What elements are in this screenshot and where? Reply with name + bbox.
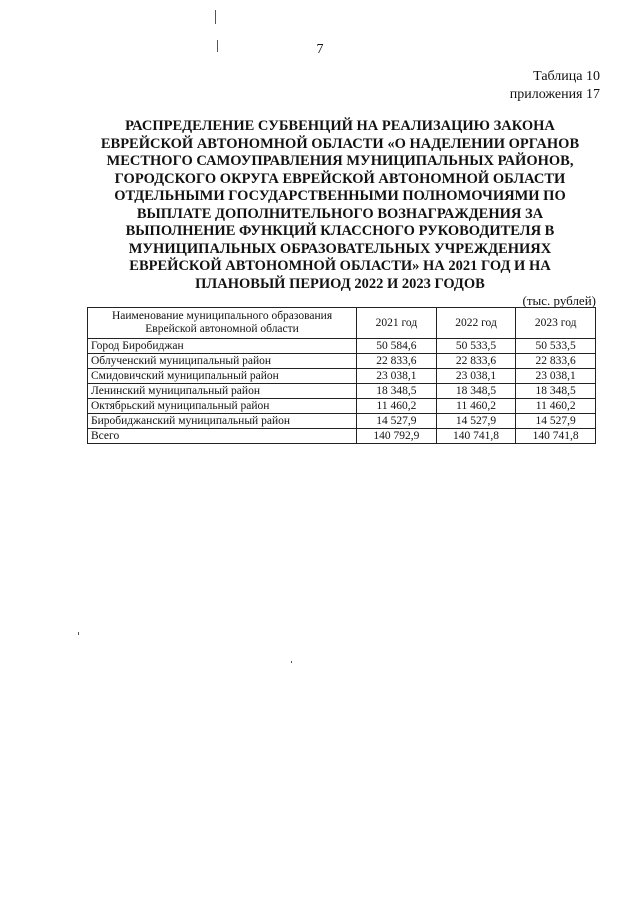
total-2021-value: 140 792,9 <box>357 429 437 444</box>
subventions-table <box>87 307 596 444</box>
header-2023: 2023 год <box>516 308 596 339</box>
table-reference-line1: Таблица 10 <box>533 69 600 84</box>
total-label: Всего <box>88 429 357 444</box>
row-name: Октябрьский муниципальный район <box>88 399 357 414</box>
row-2021-value: 18 348,5 <box>357 384 437 399</box>
units-note: (тыс. рублей) <box>522 293 596 308</box>
table-row <box>88 399 596 414</box>
row-2023-value: 18 348,5 <box>516 384 596 399</box>
scan-mark <box>78 632 79 635</box>
header-2022: 2022 год <box>436 308 516 339</box>
row-2022-value: 14 527,9 <box>436 414 516 429</box>
table-row <box>88 384 596 399</box>
row-name: Ленинский муниципальный район <box>88 384 357 399</box>
table-row <box>88 414 596 429</box>
row-2023-value: 14 527,9 <box>516 414 596 429</box>
row-name: Смидовичский муниципальный район <box>88 369 357 384</box>
total-2023-value: 140 741,8 <box>516 429 596 444</box>
document-title: РАСПРЕДЕЛЕНИЕ СУБВЕНЦИЙ НА РЕАЛИЗАЦИЮ ЗАКОНА ЕВРЕЙСКОЙ АВТОНОМНОЙ ОБЛАСТИ «О НАДЕЛЕНИИ ОРГАНОВ МЕСТНОГО САМОУПРАВЛЕНИЯ МУНИЦИПАЛЬНЫХ РАЙОНОВ, ГОРОДСКОГО ОКРУГА ЕВРЕЙСКОЙ АВТОНОМНОЙ ОБЛАСТИ ОТДЕЛЬНЫМИ ГОСУДАРСТВЕННЫМИ ПОЛНОМОЧИЯМИ ПО ВЫПЛАТЕ ДОПОЛНИТЕЛЬНОГО ВОЗНАГРАЖДЕНИЯ ЗА ВЫПОЛНЕНИЕ ФУНКЦИЙ КЛАССНОГО РУКОВОДИТЕЛЯ В МУНИЦИПАЛЬНЫХ ОБРАЗОВАТЕЛЬНЫХ УЧРЕЖДЕНИЯХ ЕВРЕЙСКОЙ АВТОНОМНОЙ ОБЛАСТИ» НА 2021 ГОД И НА ПЛАНОВЫЙ ПЕРИОД 2022 И 2023 ГОДОВ <box>100 118 580 292</box>
header-2021: 2021 год <box>357 308 437 339</box>
row-2022-value: 18 348,5 <box>436 384 516 399</box>
row-name: Город Биробиджан <box>88 339 357 354</box>
row-2023-value: 11 460,2 <box>516 399 596 414</box>
scan-mark <box>215 10 216 24</box>
table-total-row <box>88 429 596 444</box>
table-reference <box>510 68 600 104</box>
total-2022-value: 140 741,8 <box>436 429 516 444</box>
table-row <box>88 354 596 369</box>
table-header-row <box>88 308 596 339</box>
row-2021-value: 23 038,1 <box>357 369 437 384</box>
row-2023-value: 23 038,1 <box>516 369 596 384</box>
row-name: Облученский муниципальный район <box>88 354 357 369</box>
header-municipality-line2: Еврейской автономной области <box>145 323 299 335</box>
row-2022-value: 23 038,1 <box>436 369 516 384</box>
row-name: Биробиджанский муниципальный район <box>88 414 357 429</box>
scan-mark <box>291 661 292 663</box>
header-municipality <box>88 308 357 339</box>
row-2022-value: 11 460,2 <box>436 399 516 414</box>
table-row <box>88 369 596 384</box>
row-2021-value: 14 527,9 <box>357 414 437 429</box>
row-2021-value: 22 833,6 <box>357 354 437 369</box>
row-2023-value: 22 833,6 <box>516 354 596 369</box>
header-municipality-line1: Наименование муниципального образования <box>111 310 333 322</box>
row-2023-value: 50 533,5 <box>516 339 596 354</box>
row-2022-value: 50 533,5 <box>436 339 516 354</box>
row-2021-value: 50 584,6 <box>357 339 437 354</box>
table-row <box>88 339 596 354</box>
row-2021-value: 11 460,2 <box>357 399 437 414</box>
table-reference-line2: приложения 17 <box>509 87 600 102</box>
page-number: 7 <box>316 42 324 57</box>
row-2022-value: 22 833,6 <box>436 354 516 369</box>
